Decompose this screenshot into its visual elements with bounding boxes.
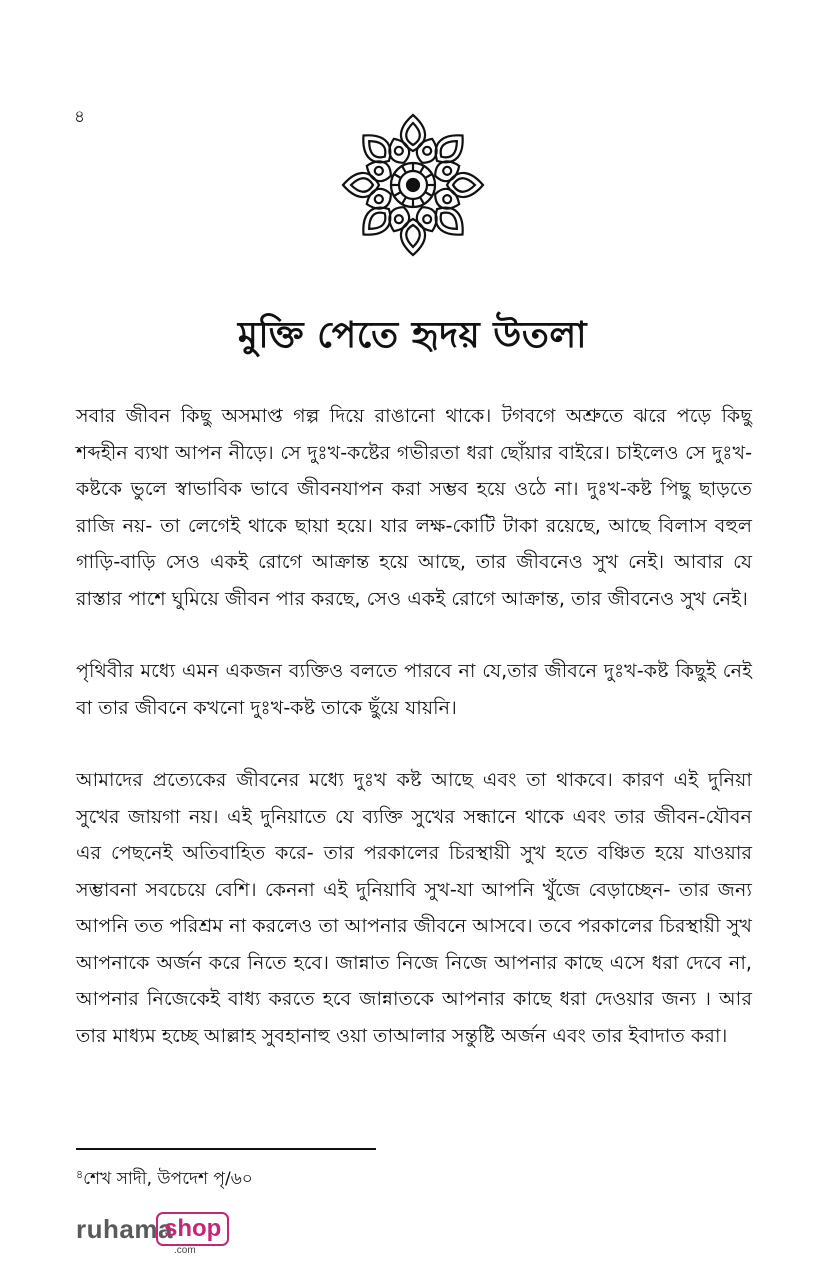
footnote-text: শেখ সাদী, উপদেশ পৃ/৬০ bbox=[83, 1169, 253, 1189]
logo-brand: ruhama bbox=[76, 1214, 173, 1244]
footnote-marker: ৪ bbox=[76, 1168, 84, 1181]
chapter-title: মুক্তি পেতে হৃদয় উতলা bbox=[237, 315, 588, 356]
logo-suffix: .com bbox=[174, 1245, 196, 1256]
paragraph: পৃথিবীর মধ্যে এমন একজন ব্যক্তিও বলতে পারবে না যে,তার জীবনে দুঃখ-কষ্ট কিছুই নেই বা তার জীবনে কখনো দুঃখ-কষ্ট তাকে ছুঁয়ে যায়নি। bbox=[76, 659, 752, 719]
paragraph: আমাদের প্রত্যেকের জীবনের মধ্যে দুঃখ কষ্ট আছে এবং তা থাকবে। কারণ এই দুনিয়া সুখের জায়গা নয়। এই দুনিয়াতে যে ব্যক্তি সুখের সন্ধানে থাকে এবং তার জীবন-যৌবন এর পেছনেই অতিবাহিত করে- তার পরকালের চিরস্থায়ী সুখ হতে বঞ্চিত হয়ে যাওয়ার সম্ভাবনা সবচেয়ে বেশি। কেননা এই দুনিয়াবি সুখ-যা আপনি খুঁজে বেড়াচ্ছেন- তার জন্য আপনি তত পরিশ্রম না করলেও তা আপনার জীবনে আসবে। তবে পরকালের চিরস্থায়ী সুখ আপনাকে অর্জন করে নিতে হবে। জান্নাত নিজে নিজে আপনার কাছে এসে ধরা দেবে না, আপনার নিজেকেই বাধ্য করতে হবে জান্নাতকে আপনার কাছে ধরা দেওয়ার জন্য । আর তার মাধ্যম হচ্ছে আল্লাহ সুবহানাহু ওয়া তাআলার সন্তুষ্টি অর্জন এবং তার ইবাদাত করা। bbox=[76, 768, 752, 1047]
page-number: ৪ bbox=[74, 107, 86, 127]
logo-shop-badge: shop bbox=[156, 1212, 229, 1246]
body-text bbox=[76, 398, 752, 1090]
paragraph: সবার জীবন কিছু অসমাপ্ত গল্প দিয়ে রাঙানো থাকে। টগবগে অশ্রুতে ঝরে পড়ে কিছু শব্দহীন ব্যথা আপন নীড়ে। সে দুঃখ-কষ্টের গভীরতা ধরা ছোঁয়ার বাইরে। চাইলেও সে দুঃখ-কষ্টকে ভুলে স্বাভাবিক ভাবে জীবনযাপন করা সম্ভব হয়ে ওঠে না। দুঃখ-কষ্ট পিছু ছাড়তে রাজি নয়- তা লেগেই থাকে ছায়া হয়ে। যার লক্ষ-কোটি টাকা রয়েছে, আছে বিলাস বহুল গাড়ি-বাড়ি সেও একই রোগে আক্রান্ত হয়ে আছে, তার জীবনেও সুখ নেই। আবার যে রাস্তার পাশে ঘুমিয়ে জীবন পার করছে, সেও একই রোগে আক্রান্ত, তার জীবনেও সুখ নেই। bbox=[76, 404, 752, 610]
footnote bbox=[76, 1166, 253, 1194]
footnote-divider bbox=[76, 1148, 376, 1150]
mandala-ornament-icon bbox=[338, 110, 488, 260]
